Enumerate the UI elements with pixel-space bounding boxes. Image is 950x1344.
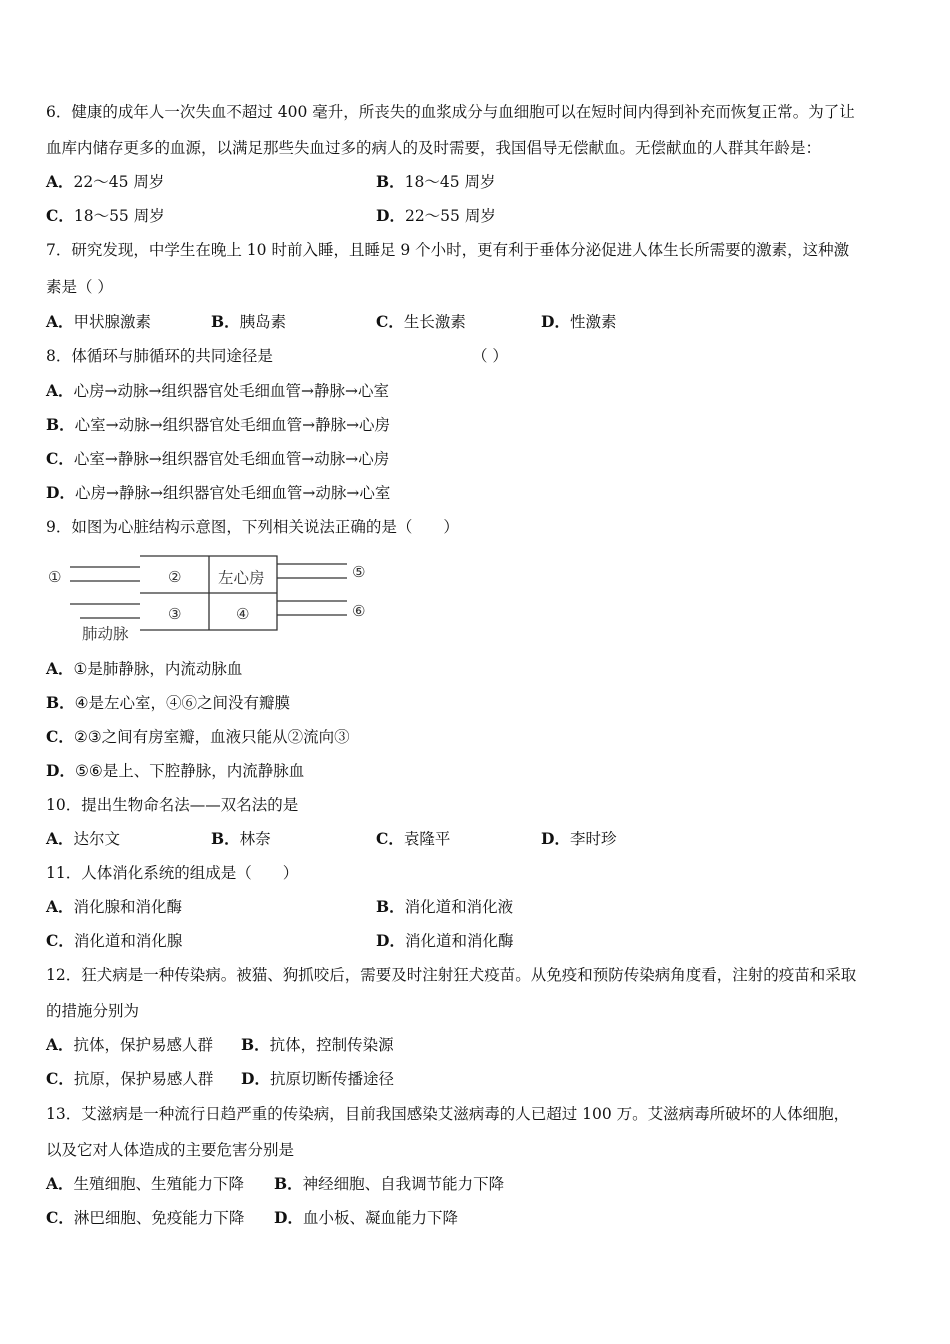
q11-option-a: A．消化腺和消化酶 <box>46 897 183 916</box>
q9-option-a: A．①是肺静脉，内流动脉血 <box>46 659 243 678</box>
q9-option-d: D．⑤⑥是上、下腔静脉，内流静脉血 <box>46 761 305 780</box>
q12-stem-line2: 的措施分别为 <box>46 1002 140 1020</box>
q13-option-c: C．淋巴细胞、免疫能力下降 <box>46 1208 245 1227</box>
q13-option-a: A．生殖细胞、生殖能力下降 <box>46 1174 245 1193</box>
diagram-left-atrium-label: 左心房 <box>218 569 265 587</box>
q11-option-c: C．消化道和消化腺 <box>46 931 183 950</box>
q11-option-b: B．消化道和消化液 <box>376 897 514 916</box>
q6-option-a: A．22～45 周岁 <box>46 172 165 191</box>
q10-stem: 10．提出生物命名法——双名法的是 <box>46 796 299 814</box>
q7-option-a: A．甲状腺激素 <box>46 312 152 331</box>
q10-option-a: A．达尔文 <box>46 829 121 848</box>
q8-option-a: A．心房→动脉→组织器官处毛细血管→静脉→心室 <box>46 381 389 400</box>
q12-option-d: D．抗原切断传播途径 <box>241 1069 394 1088</box>
q11-option-d: D．消化道和消化酶 <box>376 931 514 950</box>
q9-option-b: B．④是左心室，④⑥之间没有瓣膜 <box>46 693 291 712</box>
q10-option-c: C．袁隆平 <box>376 829 451 848</box>
q13-option-d: D．血小板、凝血能力下降 <box>274 1208 458 1227</box>
q7-stem-line2: 素是（ ） <box>46 278 113 296</box>
q9-stem: 9．如图为心脏结构示意图，下列相关说法正确的是（ ） <box>46 518 459 536</box>
q8-option-c: C．心室→静脉→组织器官处毛细血管→动脉→心房 <box>46 449 390 468</box>
q12-option-a: A．抗体，保护易感人群 <box>46 1035 214 1054</box>
q13-stem-line1: 13．艾滋病是一种流行日趋严重的传染病，目前我国感染艾滋病毒的人已超过 100 万。艾滋病毒所破坏的人体细胞， <box>46 1105 850 1123</box>
q13-option-b: B．神经细胞、自我调节能力下降 <box>274 1174 505 1193</box>
diagram-label-5: ⑤ <box>352 563 366 581</box>
q9-option-c: C．②③之间有房室瓣，血液只能从②流向③ <box>46 727 350 746</box>
diagram-label-1: ① <box>48 568 62 586</box>
q8-stem: 8．体循环与肺循环的共同途径是 <box>46 347 273 365</box>
diagram-pulmonary-artery-label: 肺动脉 <box>82 625 129 643</box>
q7-option-b: B．胰岛素 <box>211 312 287 331</box>
diagram-label-4: ④ <box>236 605 250 623</box>
heart-structure-diagram <box>44 552 376 644</box>
q8-option-d: D．心房→静脉→组织器官处毛细血管→动脉→心室 <box>46 483 391 502</box>
q10-option-b: B．林奈 <box>211 829 271 848</box>
q6-stem-line2: 血库内储存更多的血源，以满足那些失血过多的病人的及时需要，我国倡导无偿献血。无偿献血的人群其年龄是： <box>46 139 822 157</box>
q11-stem: 11．人体消化系统的组成是（ ） <box>46 864 299 882</box>
q7-option-c: C．生长激素 <box>376 312 466 331</box>
q8-answer-paren: （ ） <box>472 347 508 365</box>
diagram-label-3: ③ <box>168 605 182 623</box>
q8-option-b: B．心室→动脉→组织器官处毛细血管→静脉→心房 <box>46 415 391 434</box>
q6-option-d: D．22～55 周岁 <box>376 206 496 225</box>
diagram-label-6: ⑥ <box>352 602 366 620</box>
q12-option-c: C．抗原，保护易感人群 <box>46 1069 214 1088</box>
diagram-label-2: ② <box>168 568 182 586</box>
q12-option-b: B．抗体，控制传染源 <box>241 1035 394 1054</box>
q12-stem-line1: 12．狂犬病是一种传染病。被猫、狗抓咬后，需要及时注射狂犬疫苗。从免疫和预防传染病角度看，注射的疫苗和采取 <box>46 966 857 984</box>
q6-stem-line1: 6．健康的成年人一次失血不超过 400 毫升，所丧失的血浆成分与血细胞可以在短时间内得到补充而恢复正常。为了让 <box>46 103 855 121</box>
q6-option-c: C．18～55 周岁 <box>46 206 165 225</box>
q13-stem-line2: 以及它对人体造成的主要危害分别是 <box>46 1141 295 1159</box>
q6-option-b: B．18～45 周岁 <box>376 172 496 191</box>
q7-stem-line1: 7．研究发现，中学生在晚上 10 时前入睡，且睡足 9 个小时，更有利于垂体分泌促进人体生长所需要的激素，这种激 <box>46 241 850 259</box>
q7-option-d: D．性激素 <box>541 312 617 331</box>
q10-option-d: D．李时珍 <box>541 829 617 848</box>
